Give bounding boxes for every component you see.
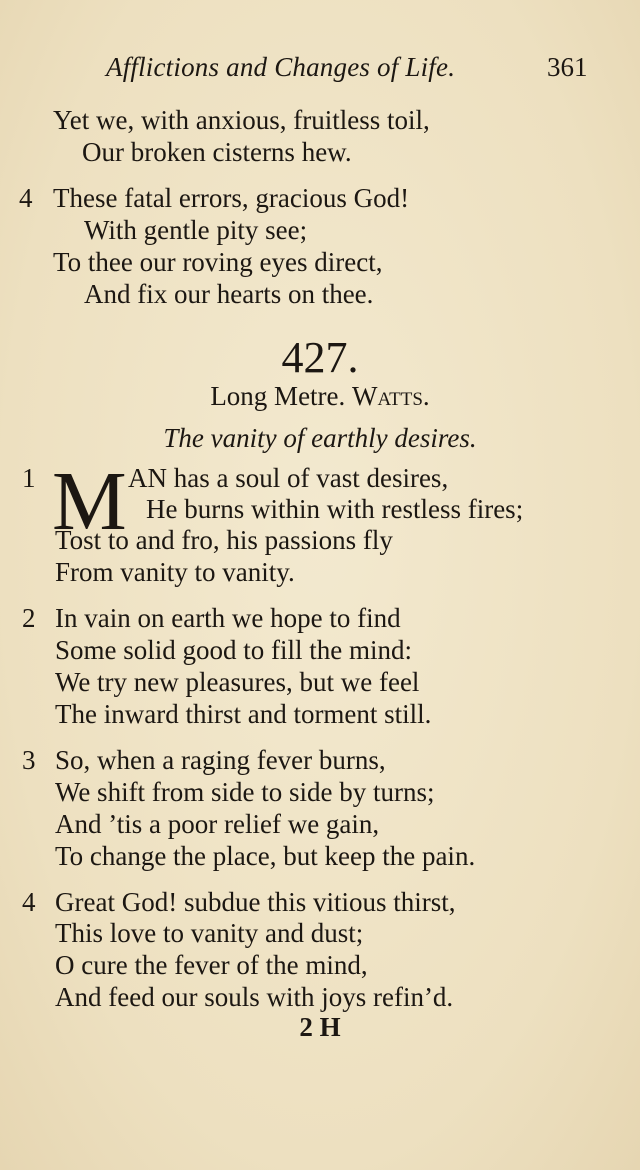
verse-line: And feed our souls with joys refin’d. [55,982,454,1012]
verse-line: With gentle pity see; [84,215,308,245]
verse-line: And ’tis a poor relief we gain, [55,809,380,839]
author: Watts. [352,381,430,411]
verse-line: We try new pleasures, but we feel [55,667,420,697]
hymn-number: 427. [281,333,359,382]
verse-line: To change the place, but keep the pain. [55,841,476,871]
hymn-subtitle: The vanity of earthly desires. [163,423,477,453]
verse-line: The inward thirst and torment still. [55,699,432,729]
verse-line: AN has a soul of vast desires, [128,463,449,493]
verse-line: In vain on earth we hope to find [55,603,401,633]
verse-number: 4 [19,183,33,213]
verse-line: Some solid good to fill the mind: [55,635,412,665]
verse-line: Our broken cisterns hew. [82,137,352,167]
running-title: Afflictions and Changes of Life. [106,52,456,82]
verse-line: And fix our hearts on thee. [84,279,374,309]
verse-number: 1 [22,463,36,493]
verse-line: Yet we, with anxious, fruitless toil, [53,105,430,135]
verse-line: This love to vanity and dust; [55,918,364,948]
verse-line: We shift from side to side by turns; [55,777,435,807]
verse-line: Tost to and fro, his passions fly [55,525,393,555]
verse-line: From vanity to vanity. [55,557,295,587]
verse-number: 2 [22,603,36,633]
verse-line: He burns within with restless fires; [146,494,524,524]
verse-number: 3 [22,745,36,775]
verse-line: O cure the fever of the mind, [55,950,368,980]
page-number: 361 [547,52,588,82]
hymn-meter-line [0,381,640,412]
verse-line: To thee our roving eyes direct, [53,247,383,277]
verse-number: 4 [22,887,36,917]
meter: Long Metre. [210,381,346,411]
verse-line: So, when a raging fever burns, [55,745,386,775]
verse-line: Great God! subdue this vitious thirst, [55,887,456,917]
drop-cap: M [52,455,127,548]
verse-line: These fatal errors, gracious God! [53,183,410,213]
signature-mark: 2 H [299,1012,341,1042]
